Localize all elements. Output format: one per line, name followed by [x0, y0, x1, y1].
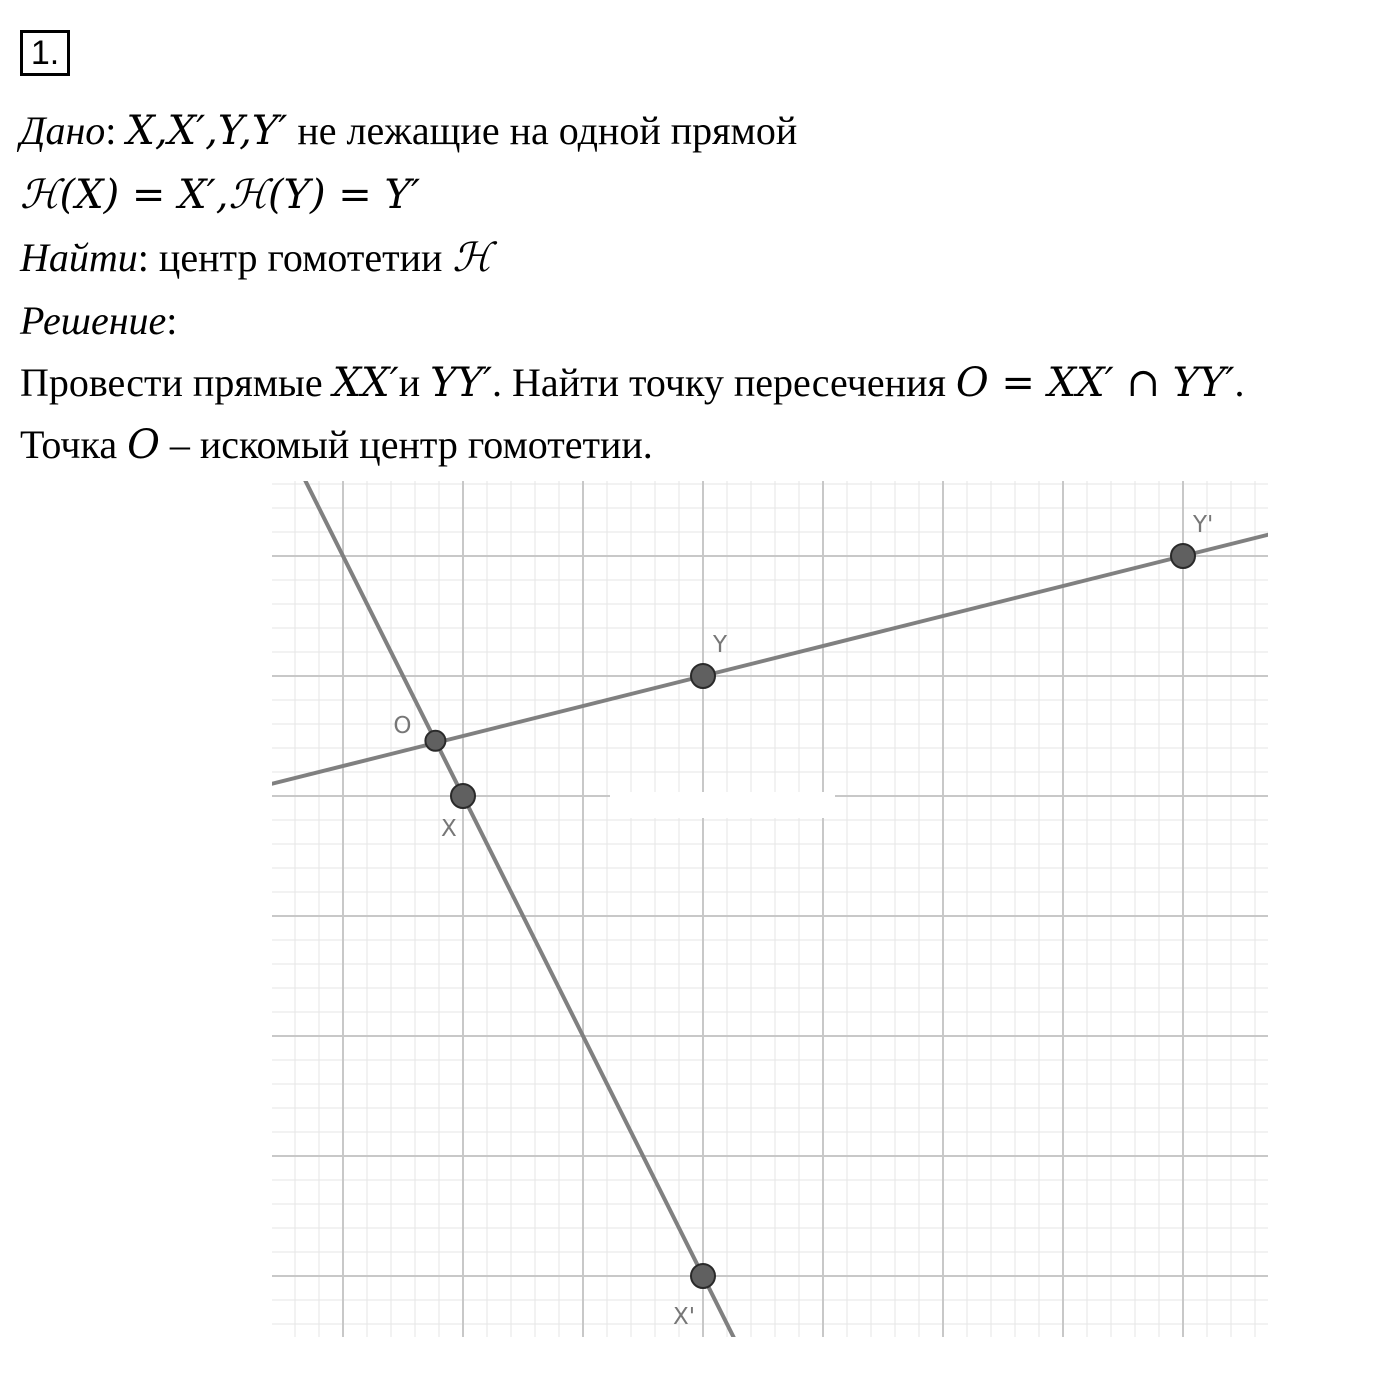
point-o — [425, 731, 445, 751]
point-label-x: X — [441, 816, 457, 842]
find-label: Найти — [20, 235, 138, 280]
point-label-y: Y — [713, 632, 728, 658]
point-y — [691, 664, 715, 688]
point-label-o: O — [393, 712, 412, 739]
problem-number: 1. — [20, 30, 70, 76]
step2-text-b: – искомый центр гомотетии. — [169, 422, 653, 467]
given-text: не лежащие на одной прямой — [297, 108, 798, 153]
find-text: центр гомотетии — [158, 235, 443, 280]
step1-text-a: Провести прямые — [20, 360, 323, 405]
step1-text-d: . — [1234, 360, 1245, 405]
step1-math-xx: XX′ — [332, 360, 399, 406]
step1-text-c: . Найти точку пересечения — [492, 360, 946, 405]
point-label-xp: X' — [673, 1304, 696, 1330]
label-mask — [610, 792, 835, 818]
point-xp — [691, 1264, 715, 1288]
given-points: X,X′,Y,Y′ — [126, 108, 288, 154]
condition-math: ℋ(X) = X′,ℋ(Y) = Y′ — [20, 172, 421, 218]
coordinate-grid — [271, 460, 1268, 1337]
find-colon: : — [137, 235, 149, 280]
step2-math-o: O — [127, 422, 160, 468]
point-x — [451, 784, 475, 808]
point-label-yp: Y' — [1193, 512, 1214, 538]
diagram-points — [393, 512, 1213, 1330]
point-yp — [1171, 544, 1195, 568]
find-math: ℋ — [452, 235, 492, 281]
solution-label: Решение — [20, 298, 167, 343]
step2-text-a: Точка — [20, 422, 118, 467]
given-label: Дано — [20, 108, 106, 153]
given-colon: : — [105, 108, 117, 153]
step1-math-o: O = XX′ ∩ YY′ — [955, 360, 1235, 406]
solution-colon: : — [166, 298, 178, 343]
step1-math-yy: YY′ — [430, 360, 493, 406]
step1-text-b: и — [398, 360, 421, 405]
